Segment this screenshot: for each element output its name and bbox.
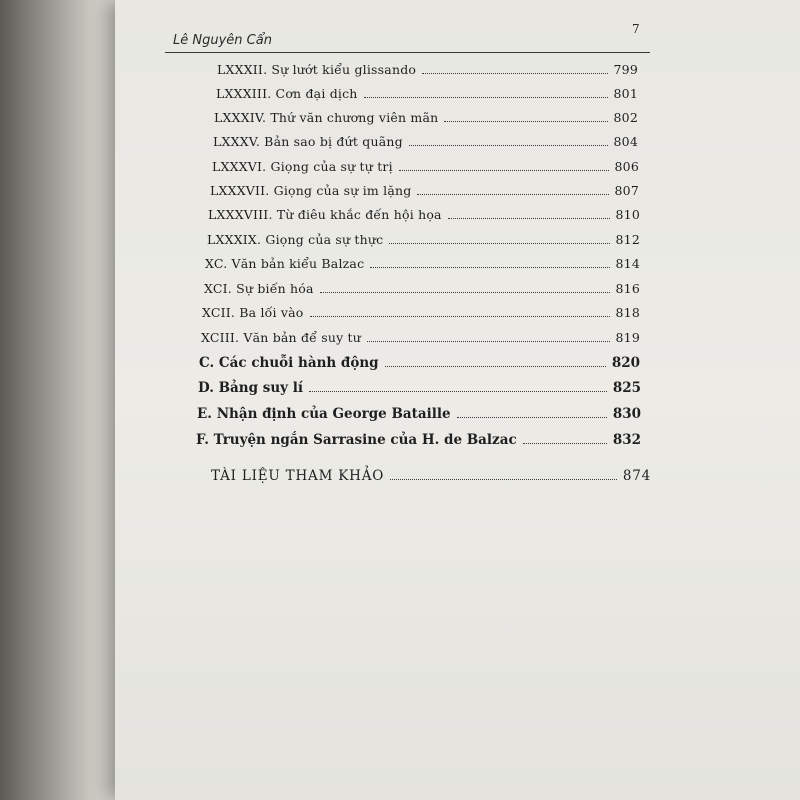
toc-leader-dots	[523, 436, 607, 444]
toc-entry	[213, 134, 638, 149]
toc-entry-label: F. Truyện ngắn Sarrasine của H. de Balzac	[196, 432, 517, 448]
toc-entry-page: 830	[612, 406, 641, 422]
toc-leader-dots	[422, 66, 607, 74]
toc-entry-page: 832	[612, 432, 641, 448]
toc-entry-page: 825	[612, 380, 641, 396]
toc-entry-label: TÀI LIỆU THAM KHẢO	[211, 468, 385, 484]
toc-entry	[210, 183, 639, 198]
toc-leader-dots	[389, 236, 609, 244]
toc-entry	[202, 305, 640, 320]
toc-entry-page: 802	[613, 110, 638, 125]
toc-entry-page: 806	[614, 159, 639, 174]
toc-entry-label: XC. Văn bản kiểu Balzac	[205, 256, 365, 271]
toc-entry-page: 814	[615, 256, 640, 271]
toc-leader-dots	[390, 472, 617, 480]
toc-entry-page: 810	[615, 207, 640, 222]
toc-entry-label: XCII. Ba lối vào	[202, 305, 304, 320]
toc-entry	[208, 207, 640, 222]
toc-leader-dots	[310, 309, 610, 317]
page-number: 7	[632, 22, 640, 36]
toc-entry	[212, 159, 639, 174]
toc-entry	[199, 355, 640, 371]
toc-leader-dots	[320, 285, 610, 293]
toc-leader-dots	[385, 359, 606, 367]
toc-leader-dots	[370, 260, 609, 268]
toc-entry-page: 820	[611, 355, 640, 371]
toc-leader-dots	[444, 114, 607, 122]
toc-leader-dots	[417, 187, 608, 195]
toc-entry	[197, 406, 641, 422]
toc-entry-label: LXXXVI. Giọng của sự tự trị	[212, 159, 393, 174]
toc-entry-page: 818	[615, 305, 640, 320]
toc-entry-label: LXXXV. Bản sao bị đứt quãng	[213, 134, 403, 149]
toc-entry-label: LXXXII. Sự lướt kiểu glissando	[217, 62, 417, 77]
toc-entry-label: C. Các chuỗi hành động	[199, 355, 379, 371]
toc-leader-dots	[399, 163, 609, 171]
toc-entry-page: 812	[615, 232, 640, 247]
toc-entry-page: 804	[613, 134, 638, 149]
toc-entry	[216, 86, 638, 101]
toc-entry	[198, 380, 641, 396]
toc-entry	[204, 281, 640, 296]
toc-entry	[207, 232, 640, 247]
running-header-author: Lê Nguyên Cẩn	[173, 33, 272, 48]
toc-entry-label: LXXXIII. Cơn đại dịch	[216, 86, 358, 101]
toc-leader-dots	[309, 384, 607, 392]
toc-leader-dots	[448, 211, 610, 219]
toc-entry	[196, 432, 641, 448]
toc-entry-label: LXXXVIII. Từ điêu khắc đến hội họa	[208, 207, 442, 222]
toc-entry	[201, 330, 640, 345]
toc-entry	[205, 256, 640, 271]
toc-entry-label: LXXXIV. Thứ văn chương viên mãn	[214, 110, 439, 125]
toc-entry-label: XCI. Sự biến hóa	[204, 281, 314, 296]
toc-entry-label: XCIII. Văn bản để suy tư	[201, 330, 362, 345]
toc-entry-page: 874	[622, 468, 651, 484]
toc-entry-page: 819	[615, 330, 640, 345]
toc-entry-page: 799	[613, 62, 638, 77]
toc-entry-label: LXXXIX. Giọng của sự thực	[207, 232, 384, 247]
toc-leader-dots	[367, 334, 610, 342]
toc-entry-page: 816	[615, 281, 640, 296]
toc-entry-label: D. Bảng suy lí	[198, 380, 303, 396]
toc-entry-label: LXXXVII. Giọng của sự im lặng	[210, 183, 412, 198]
toc-leader-dots	[409, 138, 608, 146]
toc-leader-dots	[457, 410, 607, 418]
toc-entry-page: 801	[613, 86, 638, 101]
toc-entry	[217, 62, 638, 77]
header-rule	[165, 52, 650, 53]
toc-entry-references	[211, 468, 651, 484]
toc-leader-dots	[364, 90, 608, 98]
toc-entry-label: E. Nhận định của George Bataille	[197, 406, 451, 422]
toc-entry-page: 807	[614, 183, 639, 198]
toc-entry	[214, 110, 638, 125]
